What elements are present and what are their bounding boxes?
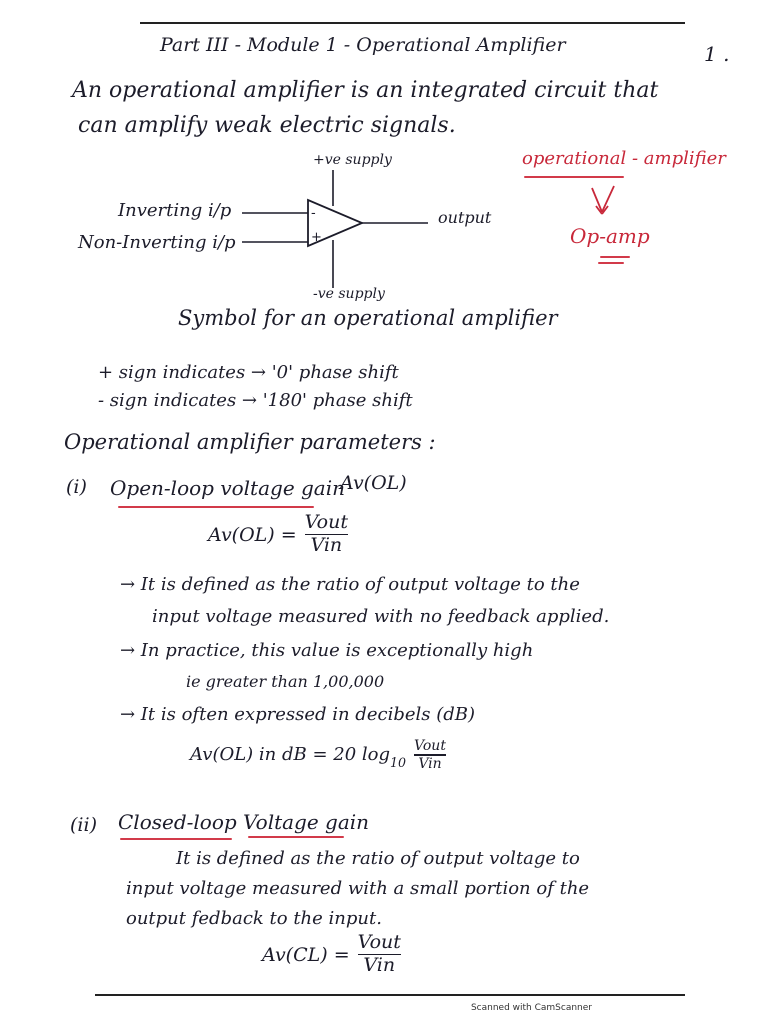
plus-terminal: + [311,230,322,245]
closed-loop-underline-1 [120,838,232,840]
intro-line-1: An operational amplifier is an integrated circuit that [72,78,659,103]
open-loop-bullet-1-line-2: input voltage measured with no feedback applied. [152,606,610,627]
open-loop-bullet-2-line-2: ie greater than 1,00,000 [186,672,385,691]
minus-sign-line: - sign indicates → '180' phase shift [98,390,413,411]
non-inverting-label: Non-Inverting i/p [78,232,236,253]
closed-loop-denominator: Vin [363,954,396,977]
open-loop-bullet-3: → It is often expressed in decibels (dB) [120,704,476,725]
diagram-caption: Symbol for an operational amplifier [178,306,558,330]
closed-loop-number: (ii) [70,814,97,836]
top-rule [140,22,685,24]
closed-loop-numerator: Vout [357,931,401,953]
closed-loop-line-2: input voltage measured with a small portion of the [126,878,590,899]
side-note-underline [524,176,624,178]
open-loop-number: (i) [66,476,87,498]
side-note-operational-amplifier: operational - amplifier [522,148,726,169]
closed-loop-line-3: output fedback to the input. [126,908,382,929]
bottom-rule [95,994,685,996]
op-amp-underline-2 [598,262,624,264]
opamp-symbol-diagram [230,170,450,290]
closed-loop-formula-lhs: Av(CL) = [262,943,350,966]
output-label: output [438,208,492,227]
open-loop-underline [118,506,314,508]
open-loop-formula [208,512,348,557]
closed-loop-fraction [358,932,401,977]
side-note-arrow [588,182,618,218]
closed-loop-formula [262,932,401,977]
closed-loop-heading: Closed-loop Voltage gain [118,810,370,834]
db-formula-lhs: Av(OL) in dB = 20 log [190,744,391,766]
scanner-footer: Scanned with CamScanner [470,1003,592,1013]
page-marker: 1 . [704,42,730,66]
db-numerator: Vout [414,738,446,754]
db-fraction [414,738,446,772]
open-loop-denominator: Vin [310,534,343,557]
open-loop-bullet-2-line-1: → In practice, this value is exceptionally high [120,640,534,661]
open-loop-heading: Open-loop voltage gain [110,476,346,500]
minus-terminal: - [311,206,316,221]
neg-supply-label: -ve supply [313,286,385,302]
inverting-label: Inverting i/p [118,200,232,221]
open-loop-symbol: Av(OL) [340,472,407,494]
open-loop-fraction [305,512,348,557]
op-amp-underline-1 [600,256,630,258]
db-log-base: 10 [390,754,407,770]
closed-loop-underline-2 [248,836,344,838]
db-formula [190,738,446,772]
open-loop-formula-lhs: Av(OL) = [208,523,297,546]
params-heading: Operational amplifier parameters : [64,430,436,454]
arrow-right-stroke [602,186,614,212]
db-denominator: Vin [418,755,442,772]
closed-loop-line-1: It is defined as the ratio of output voltage to [176,848,580,869]
pos-supply-label: +ve supply [313,152,392,168]
plus-sign-line: + sign indicates → '0' phase shift [98,362,399,383]
open-loop-numerator: Vout [304,511,348,533]
page-title: Part III - Module 1 - Operational Amplifier [160,34,566,56]
open-loop-bullet-1-line-1: → It is defined as the ratio of output voltage to the [120,574,580,595]
side-note-op-amp: Op-amp [570,224,650,248]
intro-line-2: can amplify weak electric signals. [78,113,456,138]
